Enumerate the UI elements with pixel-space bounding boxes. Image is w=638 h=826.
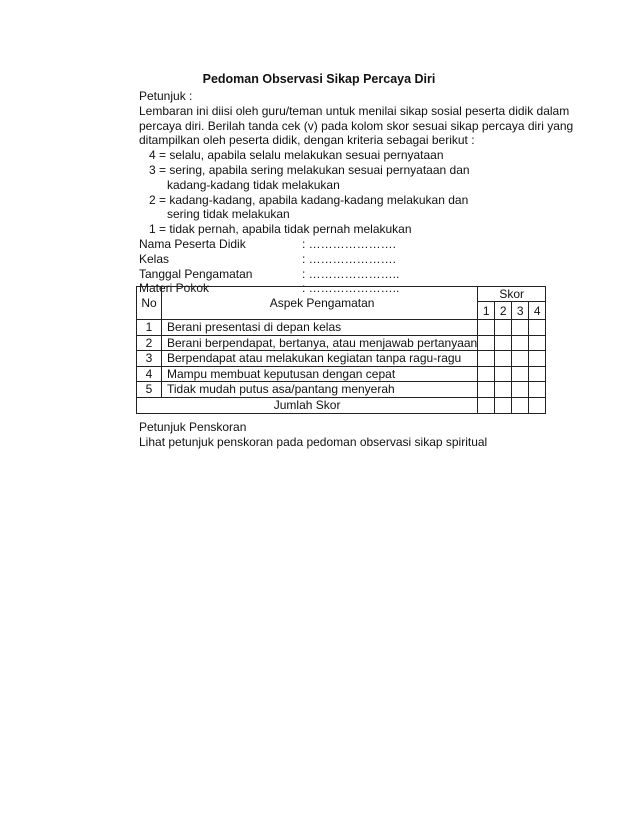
criteria-item-2: 2 = kadang-kadang, apabila kadang-kadang melakukan dan — [149, 192, 469, 207]
total-label: Jumlah Skor — [137, 397, 478, 413]
field-value: : ………………….. — [302, 281, 400, 296]
header-aspect: Aspek Pengamatan — [162, 287, 478, 320]
row-aspect: Tidak mudah putus asa/pantang menyerah — [162, 382, 478, 398]
total-score-cell[interactable] — [478, 397, 495, 413]
criteria-item-3-cont: kadang-kadang tidak melakukan — [167, 177, 340, 192]
field-observation-date — [139, 267, 579, 282]
field-label: Tanggal Pengamatan — [139, 266, 253, 281]
criteria-item-3: 3 = sering, apabila sering melakukan sesuai pernyataan dan — [149, 162, 470, 177]
field-label: Materi Pokok — [139, 281, 210, 296]
total-score-cell[interactable] — [529, 397, 546, 413]
header-score: Skor — [478, 287, 546, 302]
page-title: Pedoman Observasi Sikap Percaya Diri — [202, 72, 436, 86]
field-label: Nama Peserta Didik — [139, 236, 246, 251]
score-cell[interactable] — [512, 320, 529, 336]
scoring-text: Lihat petunjuk penskoran pada pedoman observasi sikap spiritual — [139, 435, 488, 449]
table-row — [137, 351, 546, 367]
criteria-item-1: 1 = tidak pernah, apabila tidak pernah melakukan — [149, 222, 412, 237]
instructions-line: percaya diri. Berilah tanda cek (v) pada kolom skor sesuai sikap percaya diri yang — [139, 118, 574, 133]
header-score-4: 4 — [529, 302, 546, 320]
field-value: : …………………. — [302, 236, 397, 251]
header-no: No — [137, 287, 162, 320]
row-aspect: Berani presentasi di depan kelas — [162, 320, 478, 336]
score-cell[interactable] — [478, 382, 495, 398]
table-row — [137, 366, 546, 382]
row-no: 1 — [137, 320, 162, 336]
header-score-2: 2 — [495, 302, 512, 320]
score-cell[interactable] — [478, 351, 495, 367]
score-cell[interactable] — [495, 382, 512, 398]
table-row — [137, 382, 546, 398]
row-aspect: Mampu membuat keputusan dengan cepat — [162, 366, 478, 382]
score-cell[interactable] — [495, 351, 512, 367]
total-score-cell[interactable] — [512, 397, 529, 413]
instructions-line: Lembaran ini diisi oleh guru/teman untuk menilai sikap sosial peserta didik dalam — [139, 103, 570, 118]
table-row — [137, 335, 546, 351]
row-aspect: Berpendapat atau melakukan kegiatan tanpa ragu-ragu — [162, 351, 478, 367]
score-cell[interactable] — [529, 382, 546, 398]
instructions-heading: Petunjuk : — [139, 89, 193, 103]
header-score-1: 1 — [478, 302, 495, 320]
criteria-item-2-cont: sering tidak melakukan — [167, 207, 290, 222]
scoring-heading: Petunjuk Penskoran — [139, 420, 247, 434]
score-cell[interactable] — [495, 320, 512, 336]
field-class — [139, 252, 579, 267]
row-aspect: Berani berpendapat, bertanya, atau menjawab pertanyaan — [162, 335, 478, 351]
total-score-cell[interactable] — [495, 397, 512, 413]
criteria-item-4: 4 = selalu, apabila selalu melakukan sesuai pernyataan — [149, 148, 444, 163]
instructions-line: ditampilkan oleh peserta didik, dengan kriteria sebagai berikut : — [139, 133, 475, 148]
field-value: : …………………. — [302, 251, 397, 266]
score-cell[interactable] — [529, 335, 546, 351]
field-label: Kelas — [139, 251, 170, 266]
total-row — [137, 397, 546, 413]
observation-table — [136, 286, 546, 414]
score-cell[interactable] — [529, 366, 546, 382]
score-cell[interactable] — [512, 335, 529, 351]
score-cell[interactable] — [529, 320, 546, 336]
header-score-3: 3 — [512, 302, 529, 320]
instructions-block — [139, 89, 579, 296]
score-cell[interactable] — [478, 366, 495, 382]
row-no: 2 — [137, 335, 162, 351]
scoring-instructions — [139, 420, 487, 450]
field-value: : ………………….. — [302, 266, 400, 281]
score-cell[interactable] — [529, 351, 546, 367]
table-row — [137, 320, 546, 336]
score-cell[interactable] — [495, 366, 512, 382]
row-no: 4 — [137, 366, 162, 382]
score-cell[interactable] — [512, 351, 529, 367]
score-cell[interactable] — [512, 366, 529, 382]
score-cell[interactable] — [512, 382, 529, 398]
field-student-name — [139, 237, 579, 252]
row-no: 5 — [137, 382, 162, 398]
score-cell[interactable] — [478, 335, 495, 351]
score-cell[interactable] — [495, 335, 512, 351]
row-no: 3 — [137, 351, 162, 367]
score-cell[interactable] — [478, 320, 495, 336]
